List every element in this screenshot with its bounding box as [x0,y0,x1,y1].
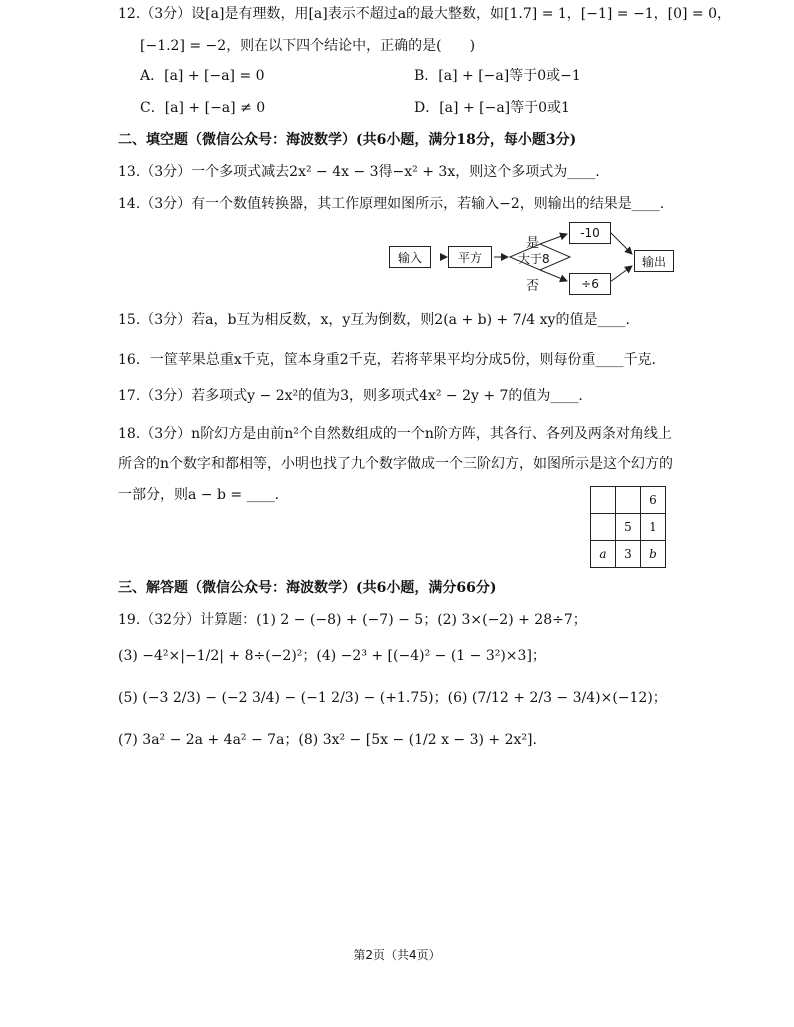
q12-option-b: B．[a] + [−a]等于0或−1 [414,68,581,84]
q19-line3: (5) (−3 2/3) − (−2 3/4) − (−1 2/3) − (+1.75)；(6) (7/12 + 2/3 − 3/4)×(−12)； [118,690,667,706]
flow-minus-ten-box: -10 [569,222,611,244]
magic-cell [591,514,616,541]
flow-output-box: 输出 [634,250,674,272]
section-2-heading: 二、填空题（微信公众号：海波数学）(共6小题，满分18分，每小题3分) [118,132,577,148]
q13-text: 13.（3分）一个多项式减去2x² − 4x − 3得−x² + 3x，则这个多项式为____. [118,164,600,180]
magic-cell: 1 [641,514,666,541]
q18-line1: 18.（3分）n阶幻方是由前n²个自然数组成的一个n阶方阵，其各行、各列及两条对角线上 [118,426,672,442]
q14-text: 14.（3分）有一个数值转换器，其工作原理如图所示，若输入−2，则输出的结果是____. [118,196,665,212]
q12-option-d: D．[a] + [−a]等于0或1 [414,100,570,116]
flow-divide-six-box: ÷6 [569,273,611,295]
magic-cell: 3 [616,541,641,568]
q15-text: 15.（3分）若a，b互为相反数，x，y互为倒数，则2(a + b) + 7/4 xy的值是____. [118,312,630,328]
q12-option-c: C．[a] + [−a] ≠ 0 [140,100,266,116]
magic-cell [591,487,616,514]
q12-line1: 12.（3分）设[a]是有理数，用[a]表示不超过a的最大整数，如[1.7] = 1，[−1] = −1，[0] = 0， [118,6,731,22]
magic-square [590,486,666,568]
q16-text: 16．一筐苹果总重x千克，筐本身重2千克，若将苹果平均分成5份，则每份重____千克. [118,352,656,368]
flow-condition-label: 大于8 [518,252,550,266]
magic-cell: a [591,541,616,568]
magic-cell: b [641,541,666,568]
flow-yes-label: 是 [526,236,540,251]
page-number-footer: 第2页（共4页） [353,948,441,962]
q19-line2: (3) −4²×|−1/2| + 8÷(−2)²；(4) −2³ + [(−4)² − (1 − 3²)×3]； [118,648,546,664]
magic-cell: 6 [641,487,666,514]
q12-option-a: A．[a] + [−a] = 0 [140,68,265,84]
q19-line4: (7) 3a² − 2a + 4a² − 7a；(8) 3x² − [5x − (1/2 x − 3) + 2x²]. [118,732,537,748]
q17-text: 17.（3分）若多项式y − 2x²的值为3，则多项式4x² − 2y + 7的值为____. [118,388,583,404]
magic-cell: 5 [616,514,641,541]
magic-cell [616,487,641,514]
q19-line1: 19.（32分）计算题：(1) 2 − (−8) + (−7) − 5；(2) 3×(−2) + 28÷7； [118,612,587,628]
flow-square-box: 平方 [448,246,492,268]
section-3-heading: 三、解答题（微信公众号：海波数学）(共6小题，满分66分) [118,580,497,596]
flow-no-label: 否 [526,279,540,294]
q12-line2: [−1.2] = −2，则在以下四个结论中，正确的是( ) [140,38,476,54]
q18-line3: 一部分，则a − b = ____. [118,487,280,503]
q18-line2: 所含的n个数字和都相等，小明也找了九个数字做成一个三阶幻方，如图所示是这个幻方的 [118,456,674,472]
flow-input-box: 输入 [389,246,431,268]
